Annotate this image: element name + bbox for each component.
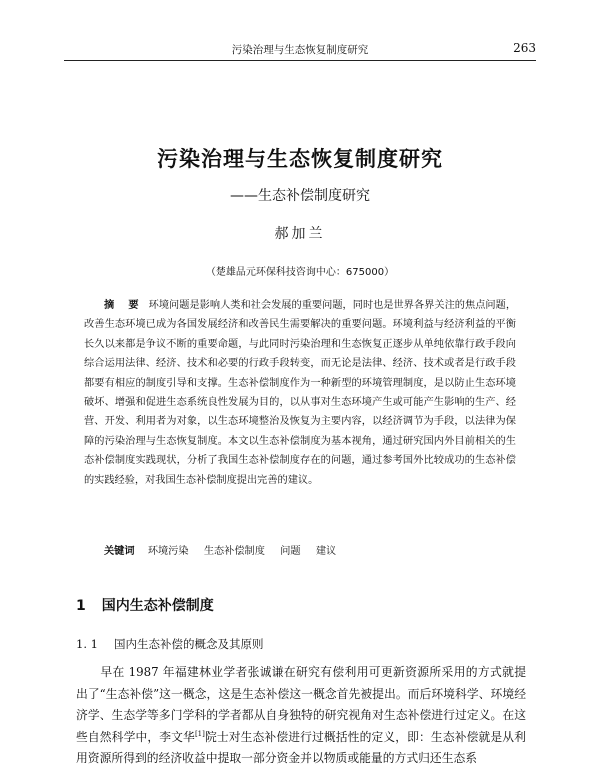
author-affiliation: （楚雄品元环保科技咨询中心：675000）: [205, 267, 395, 278]
body-paragraph: [76, 662, 526, 770]
article-subtitle: ——生态补偿制度研究: [230, 188, 370, 204]
article-title: 污染治理与生态恢复制度研究: [157, 147, 443, 171]
abstract-label: 摘 要: [104, 300, 141, 311]
keyword-item: 生态补偿制度: [203, 546, 265, 557]
keyword-item: 建议: [315, 546, 337, 557]
subsection-title: 国内生态补偿的概念及其原则: [113, 637, 264, 651]
author-name: 郝加兰: [274, 226, 326, 242]
keyword-item: 环境污染: [147, 546, 189, 557]
running-header: [64, 40, 536, 61]
keywords: [104, 542, 348, 557]
section-number: 1: [76, 598, 86, 614]
keyword-item: 问题: [280, 546, 301, 557]
section-heading: [76, 595, 214, 615]
running-title: 污染治理与生态恢复制度研究: [231, 44, 369, 56]
section-title: 国内生态补偿制度: [101, 598, 214, 614]
body-text-part1: 早在 1987 年福建林业学者张诚谦在研究有偿利用可更新资源所采用的方式就提出了“生态补偿”这一概念，这是生态补偿这一概念首先被提出。而后环境科学、环境经济学、生态学等多门学科的学者都从自身独特的研究视角对生态补偿进行过定义。在这些自然科学中，李文华: [76, 665, 526, 744]
body-text-part2: 院士对生态补偿进行过概括性的定义，即：生态补偿就是从利用资源所得到的经济收益中提取一部分资金并以物质或能量的方式归还生态系: [76, 729, 526, 765]
keywords-label: 关键词: [104, 546, 135, 557]
abstract-text: 环境问题是影响人类和社会发展的重要问题，同时也是世界各界关注的焦点问题，改善生态环境已成为各国发展经济和改善民生需要解决的重要问题。环境利益与经济利益的平衡长久以来都是争议不断的重要命题，与此同时污染治理和生态恢复正逐步从单纯依靠行政手段向综合运用法律、经济、技术和必要的行政手段转变，而无论是法律、经济、技术或者是行政手段都要有相应的制度引导和支撑。生态补偿制度作为一种新型的环境管理制度，是以防止生态环境破坏、增强和促进生态系统良性发展为目的，以从事对生态环境产生或可能产生影响的生产、经营、开发、利用者为对象，以生态环境整治及恢复为主要内容，以经济调节为手段，以法律为保障的污染治理与生态恢复制度。本文以生态补偿制度为基本视角，通过研究国内外目前相关的生态补偿制度实践现状，分析了我国生态补偿制度存在的问题，通过参考国外比较成功的生态补偿的实践经验，对我国生态补偿制度提出完善的建议。: [84, 300, 517, 486]
citation-marker: [1]: [194, 729, 205, 738]
subsection-number: 1. 1: [76, 637, 98, 651]
page-number: 263: [513, 41, 536, 55]
abstract: [84, 296, 516, 490]
subsection-heading: [76, 636, 263, 652]
